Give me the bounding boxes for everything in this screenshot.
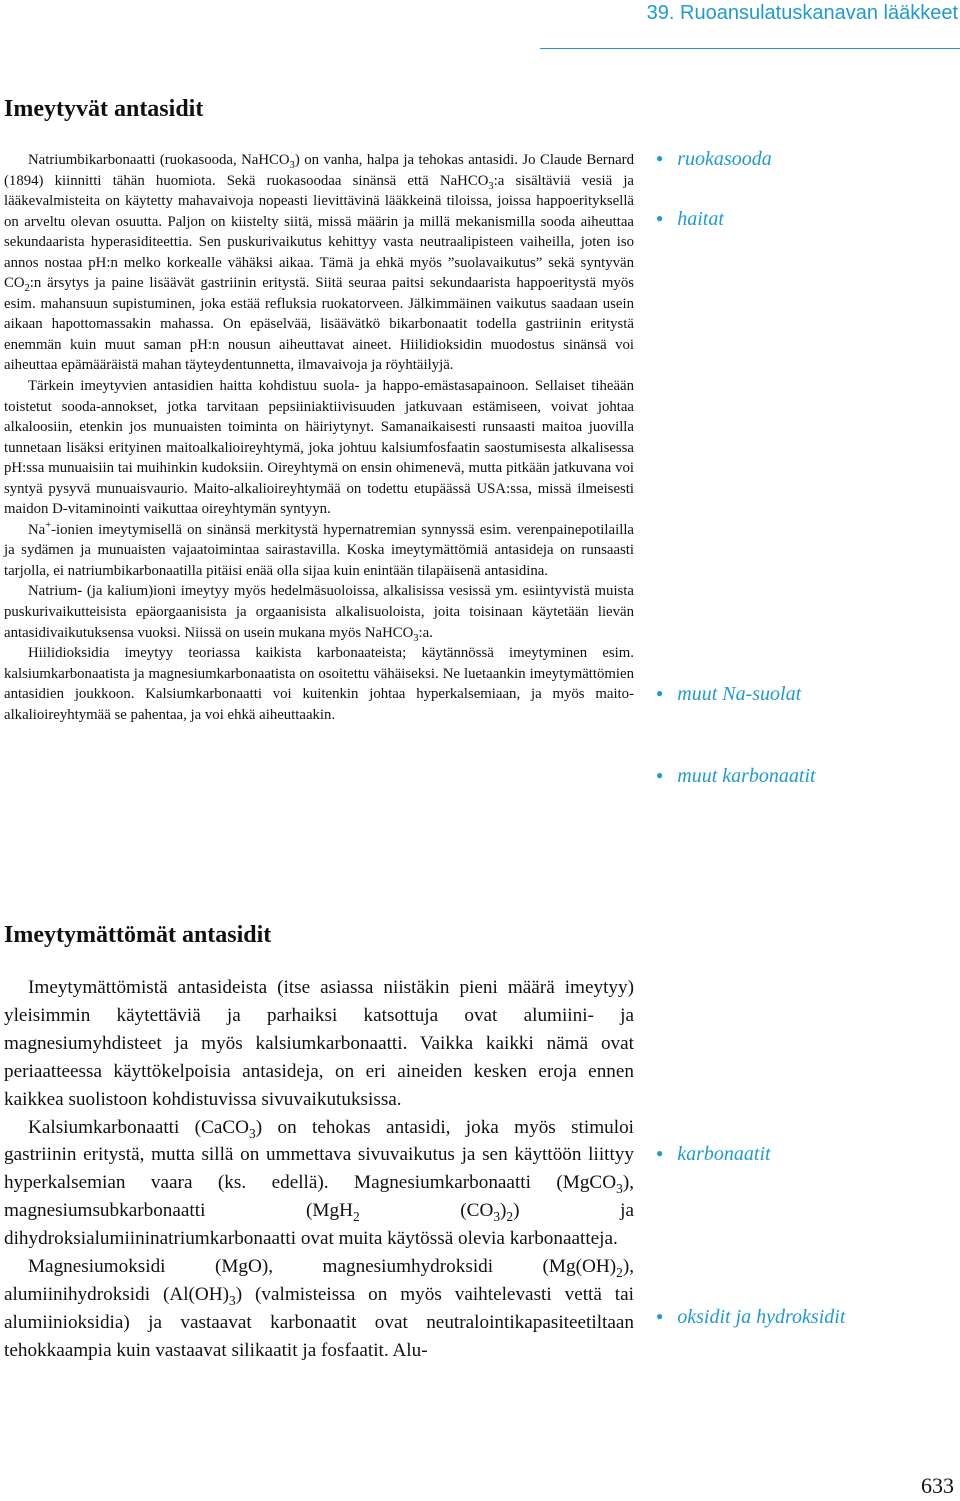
- paragraph: Magnesiumoksidi (MgO), magnesiumhydroksidi $(Mg(OH)_2)$, alumiinihydroksidi $(Al(OH)_3)$ (valmisteissa on myös vaihtelevasti vettä tai alumiinioksidia) ja vastaavat karbonaatit ovat neutralointikapasiteetiltaan tehokkaampia kuin vastaavat silikaatit ja fosfaatit. Alu-: [4, 1256, 634, 1361]
- header-rule: [540, 48, 960, 49]
- section-title-absorbable-antacids: Imeytyvät antasidit: [4, 96, 204, 122]
- running-head: 39. Ruoansulatuskanavan lääkkeet: [646, 2, 958, 24]
- paragraph: Natrium- (ja kalium)ioni imeytyy myös hedelmäsuoloissa, alkalisissa vesissä ym. esiintyvistä muista puskurivaikutteisista epäorgaanisista ja orgaanisista alkalisuoloista, joita toisinaan käytetään lievän antasidivaikutuksensa vuoksi. Niissä on usein mukana myös NaHCO$_3$:a.: [4, 583, 634, 644]
- margin-note-oksidit-ja-hydroksidit: ● oksidit ja hydroksidit: [656, 1306, 846, 1328]
- paragraph: Na+-ionien imeytymisellä on sinänsä merkitystä hypernatremian synnyssä esim. verenpainepotilailla ja sydämen ja munuaisten vajaatoimintaa sairastavilla. Koska imeytymättömiä antasideja on runsaasti tarjolla, ei natriumbikarbonaatilla pitäisi enää olla sijaa kuin enintään tilapäisenä antasidina.: [4, 519, 634, 579]
- bullet-icon: ●: [656, 768, 664, 782]
- paragraph: Tärkein imeytyvien antasidien haitta kohdistuu suola- ja happo-emästasapainoon. Sellaiset tiheään toistetut sooda-annokset, jotka tarvitaan pepsiiniaktiivisuuden jatkuvaan estämiseen, voivat johtaa alkaloosiin, etenkin jos munuaisten toiminta on häiriytynyt. Samanaikaisesti runsaasti maitoa juovilla tunnetaan lisäksi erityinen maitoalkalioireyhtymä, joka johtuu kalsiumfosfaatin saostumisesta alkalisessa pH:ssa munuaisiin tai muihinkin kudoksiin. Oireyhtymä on ensin ohimenevä, mutta pitkään jatkuvana voi syntyä pysyvä munuaisvaurio. Maito-alkalioireyhtymää on todettu etupäässä USA:ssa, missä ilmeisesti maidon D-vitaminointi vaikuttaa oireyhtymän syntyyn.: [4, 378, 634, 518]
- page-number: 633: [921, 1473, 954, 1498]
- bullet-icon: ●: [656, 1309, 664, 1323]
- section1-body: [4, 150, 634, 725]
- margin-note-ruokasooda: ● ruokasooda: [656, 148, 772, 170]
- section2-body: [4, 974, 634, 1365]
- bullet-icon: ●: [656, 1146, 664, 1160]
- bullet-icon: ●: [656, 686, 664, 700]
- margin-note-muut-na-suolat: ● muut Na-suolat: [656, 683, 802, 705]
- paragraph: Hiilidioksidia imeytyy teoriassa kaikista karbonaateista; käytännössä imeytyminen esim. kalsiumkarbonaatista ja magnesiumkarbonaatista on osoitettu vähäiseksi. Ne luetaankin imeytymättömien antasidien joukkoon. Kalsiumkarbonaatti voi kuitenkin johtaa hyperkalsemiaan, ja myös maito-alkalioireyhtymää se pahentaa, ja voi ehkä aiheuttaakin.: [4, 645, 634, 723]
- margin-note-karbonaatit: ● karbonaatit: [656, 1143, 771, 1165]
- paragraph: Kalsiumkarbonaatti (CaCO$_3$) on tehokas antasidi, joka myös stimuloi gastriinin eritystä, mutta sillä on ummettava sivuvaikutus ja sen käyttöön liittyy hyperkalsemian vaara (ks. edellä). Magnesiumkarbonaatti (MgCO$_3$), magnesiumsubkarbonaatti (MgH$_2$ $(CO_3)_2$) ja dihydroksialumiininatriumkarbonaatti ovat muita käytössä olevia karbonaatteja.: [4, 1116, 634, 1250]
- paragraph: Imeytymättömistä antasideista (itse asiassa niistäkin pieni määrä imeytyy) yleisimmin käytettäviä ja parhaiksi katsottuja ovat alumiini- ja magnesiumyhdisteet ja myös kalsiumkarbonaatti. Vaikka kaikki nämä ovat periaatteessa käyttökelpoisia antasideja, on eri aineiden kesken eroja ennen kaikkea suolistoon kohdistuvissa sivuvaikutuksissa.: [4, 977, 634, 1110]
- margin-note-haitat: ● haitat: [656, 208, 724, 230]
- bullet-icon: ●: [656, 211, 664, 225]
- bullet-icon: ●: [656, 151, 664, 165]
- paragraph: Natriumbikarbonaatti (ruokasooda, NaHCO$_3$) on vanha, halpa ja tehokas antasidi. Jo Claude Bernard (1894) kiinnitti tähän huomiota. Sekä ruokasoodaa sinänsä että NaHCO$_3$:a sisältäviä vesiä ja lääkevalmisteita on käytetty mahavaivoja nopeasti lievittävinä lääkkeinä tiloissa, joissa happoerityksellä on arveltu olevan osuutta. Paljon on kiistelty siitä, missä määrin ja millä mekanismilla sooda aiheuttaa sekundaarista hyperasiditeettia. Sen puskurivaikutus kehittyy vasta neutraalipisteen vaiheilla, joten iso annos nostaa pH:n melko korkealle vähäksi aikaa. Tämä ja ehkä myös ”suolavaikutus” sekä syntyvän $CO_2:n$ ärsytys ja paine lisäävät gastriinin eritystä. Siitä seuraa paitsi sekundaarista happoeritystä myös esim. mahansuun supistuminen, joka estää refluksia ruokatorveen. Jälkimmäinen vaikutus saadaan usein aikaan hapottomassakin mahassa. On epäselvää, lisäävätkö bikarbonaatit todella gastriinin eritystä enemmän kuin muut saman pH:n nousun aiheuttavat aineet. Hiilidioksidin muodostus sinänsä voi aiheuttaa epämääräistä mahan täyteydentunnetta, ilmavaivoja ja röyhtäilyjä.: [4, 152, 635, 374]
- section-title-non-absorbable-antacids: Imeytymättömät antasidit: [4, 922, 272, 948]
- margin-note-muut-karbonaatit: ● muut karbonaatit: [656, 765, 816, 787]
